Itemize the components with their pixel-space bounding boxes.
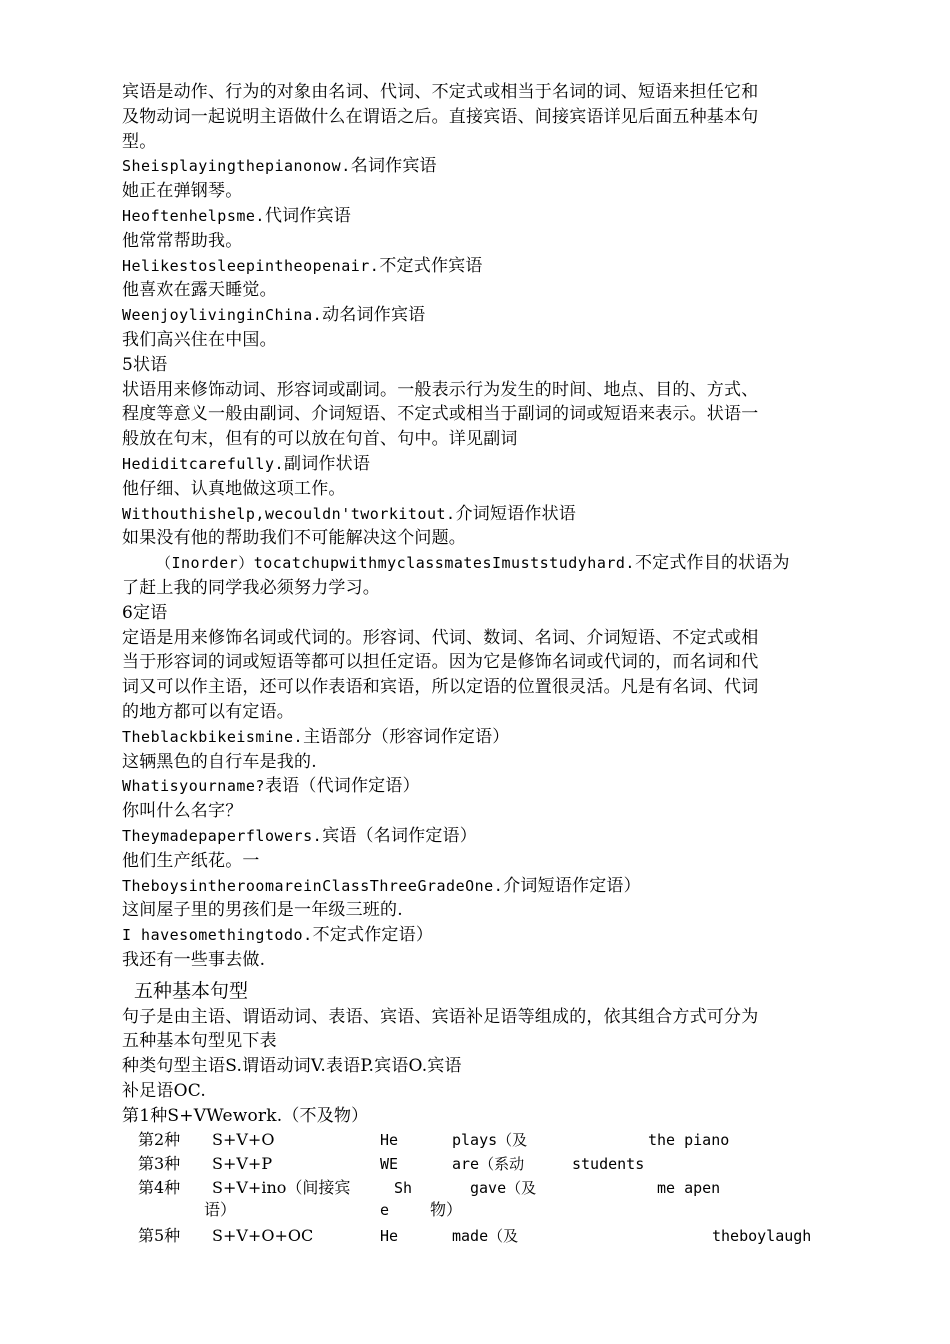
example-zh: 他们生产纸花。一 — [122, 850, 260, 871]
cell-pattern: S+V+P — [212, 1153, 273, 1173]
example-en: Withouthishelp,wecouldn'tworkitout.介词短语作状语 — [122, 503, 576, 524]
table-row — [122, 1177, 832, 1225]
cell-verb: are（系动 — [452, 1154, 525, 1173]
cell-object: the piano — [648, 1130, 730, 1149]
example-zh: 了赶上我的同学我必须努力学习。 — [122, 577, 380, 598]
cell-verb-cont: 物） — [430, 1199, 463, 1219]
example-en: Helikestosleepintheopenair.不定式作宾语 — [122, 255, 483, 276]
cell-subject: WE — [380, 1154, 399, 1173]
cell-pattern: S+V+O — [212, 1129, 275, 1149]
example-en: WeenjoylivinginChina.动名词作宾语 — [122, 305, 426, 326]
example-en: TheboysintheroomareinClassThreeGradeOne.介词短语作定语） — [122, 875, 641, 896]
cell-kind: 第5种 — [138, 1225, 181, 1245]
text-line: 程度等意义一般由副词、介词短语、不定式或相当于副词的词或短语来表示。状语一 — [122, 404, 759, 425]
cell-subject: He — [380, 1130, 399, 1149]
example-zh: 他常常帮助我。 — [122, 230, 243, 251]
text-line: 种类句型主语S.谓语动词V.表语P.宾语O.宾语 — [122, 1056, 462, 1077]
table-row — [122, 1225, 832, 1249]
cell-pattern: S+V+O+OC — [212, 1225, 314, 1245]
cell-predicative: students — [572, 1154, 645, 1173]
cell-pattern: S+V+ino（间接宾 — [212, 1177, 351, 1197]
example-zh: 我们高兴住在中国。 — [122, 329, 277, 350]
example-zh: 我还有一些事去做. — [122, 949, 266, 970]
example-zh: 如果没有他的帮助我们不可能解决这个问题。 — [122, 528, 466, 549]
example-en: Theblackbikeismine.主语部分（形容词作定语） — [122, 726, 510, 747]
text-line: 补足语OC. — [122, 1081, 206, 1102]
example-zh: 这辆黑色的自行车是我的. — [122, 751, 317, 772]
text-line: 第1种S+VWework.（不及物） — [122, 1105, 369, 1126]
example-zh: 这间屋子里的男孩们是一年级三班的. — [122, 900, 403, 921]
section-title: 5状语 — [122, 354, 168, 375]
text-line: 的地方都可以有定语。 — [122, 701, 294, 722]
document-page — [122, 80, 832, 1263]
cell-subject: He — [380, 1226, 399, 1245]
text-line: 状语用来修饰动词、形容词或副词。一般表示行为发生的时间、地点、目的、方式、 — [122, 379, 759, 400]
example-en: Sheisplayingthepianonow.名词作宾语 — [122, 156, 437, 177]
example-en: Theymadepaperflowers.宾语（名词作定语） — [122, 825, 477, 846]
example-zh: 你叫什么名字？ — [122, 801, 243, 822]
section-heading: 五种基本句型 — [134, 979, 249, 1002]
example-zh: 他喜欢在露天睡觉。 — [122, 280, 277, 301]
cell-verb: made（及 — [452, 1226, 519, 1245]
example-en: （Inorder）tocatchupwithmyclassmatesImuststudyhard.不定式作目的状语为 — [156, 553, 790, 574]
cell-verb: plays（及 — [452, 1130, 528, 1149]
cell-kind: 第3种 — [138, 1153, 181, 1173]
text-line: 当于形容词的词或短语等都可以担任定语。因为它是修饰名词或代词的，而名词和代 — [122, 652, 759, 673]
cell-pattern-cont: 语） — [204, 1199, 237, 1219]
text-line: 五种基本句型见下表 — [122, 1031, 277, 1052]
text-line: 词又可以作主语，还可以作表语和宾语，所以定语的位置很灵活。凡是有名词、代词 — [122, 677, 759, 698]
sentence-pattern-table — [122, 1129, 832, 1263]
example-en: Whatisyourname?表语（代词作定语） — [122, 776, 420, 797]
example-zh: 她正在弹钢琴。 — [122, 181, 243, 202]
text-line: 及物动词一起说明主语做什么在谓语之后。直接宾语、间接宾语详见后面五种基本句 — [122, 106, 759, 127]
cell-verb: gave（及 — [470, 1178, 537, 1197]
cell-object: me apen — [657, 1178, 721, 1197]
text-line: 定语是用来修饰名词或代词的。形容词、代词、数词、名词、介词短语、不定式或相 — [122, 627, 759, 648]
cell-subject: Sh — [394, 1178, 413, 1197]
text-line: 般放在句末，但有的可以放在句首、句中。详见副词 — [122, 429, 518, 450]
example-en: Hediditcarefully.副词作状语 — [122, 453, 371, 474]
example-en: I havesomethingtodo.不定式作定语） — [122, 925, 434, 946]
example-zh: 他仔细、认真地做这项工作。 — [122, 478, 346, 499]
cell-kind: 第4种 — [138, 1177, 181, 1197]
cell-subject-cont: e — [380, 1200, 390, 1219]
cell-object: theboylaugh — [712, 1226, 812, 1245]
text-line: 型。 — [122, 131, 157, 152]
cell-kind: 第2种 — [138, 1129, 181, 1149]
example-en: Heoftenhelpsme.代词作宾语 — [122, 205, 351, 226]
table-row — [122, 1129, 832, 1153]
text-line: 句子是由主语、谓语动词、表语、宾语、宾语补足语等组成的，依其组合方式可分为 — [122, 1006, 759, 1027]
section-title: 6定语 — [122, 602, 168, 623]
text-line: 宾语是动作、行为的对象由名词、代词、不定式或相当于名词的词、短语来担任它和 — [122, 82, 759, 102]
table-row — [122, 1153, 832, 1177]
